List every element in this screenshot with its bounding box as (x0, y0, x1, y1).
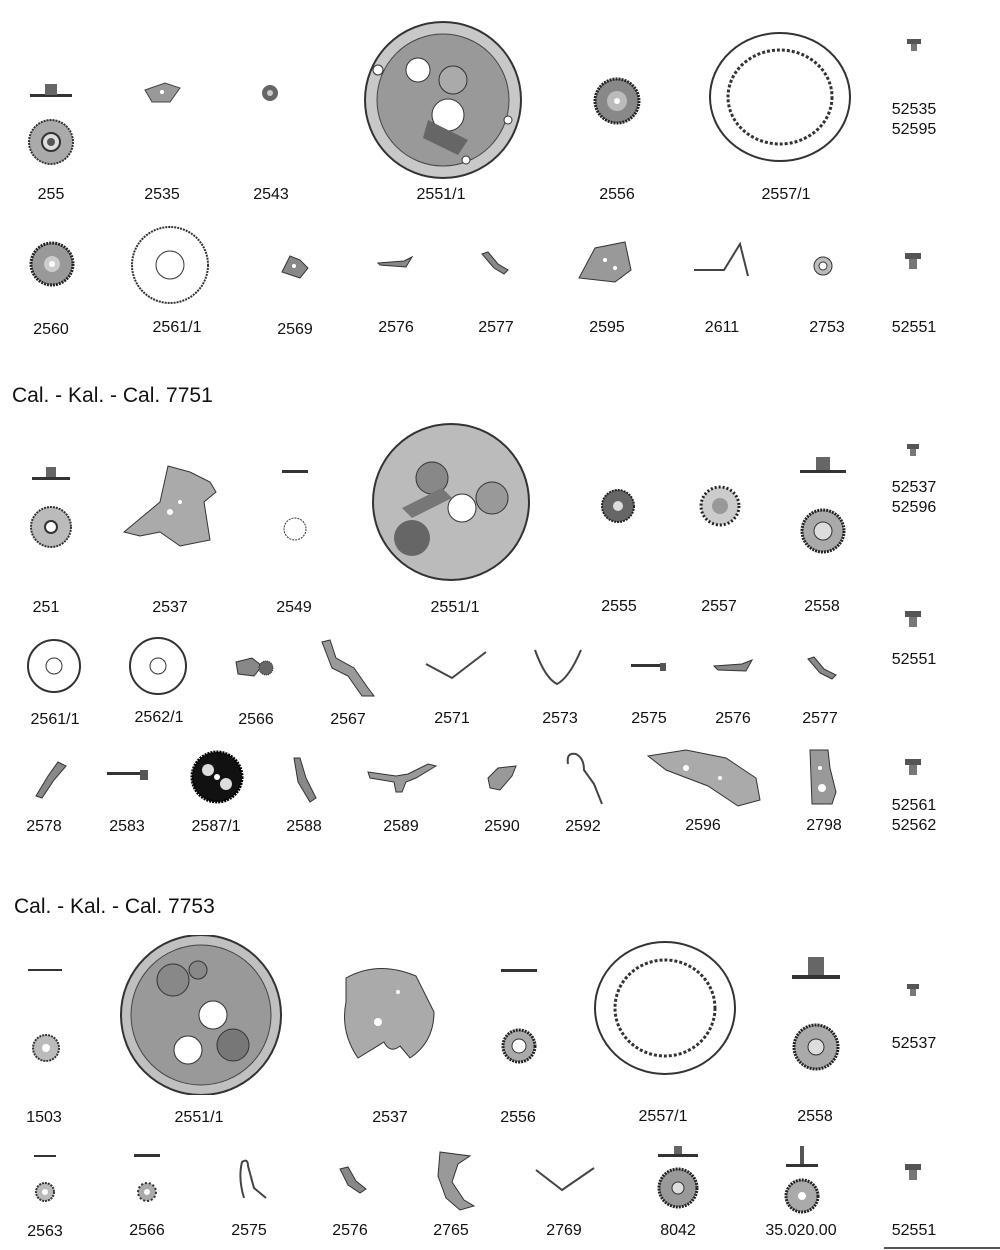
part-2537-bridge-image (120, 462, 220, 552)
part-2563-image (32, 1152, 58, 1204)
part-2537-bridge-image (338, 962, 438, 1062)
part-2596-bridge-image (646, 748, 762, 808)
part-label: 2537 (372, 1109, 408, 1126)
part-2562-1-month-disc-image (128, 636, 188, 696)
part-label: 2571 (434, 710, 470, 727)
part-2566-image (232, 652, 274, 682)
part-2583-image (106, 768, 150, 782)
part-2567-image (318, 638, 378, 700)
part-2556-image (497, 964, 541, 1064)
part-2557-1-date-ring-image (705, 30, 855, 165)
part-2587-1-moon-disc-image (190, 750, 244, 804)
part-label: 2543 (253, 186, 289, 203)
part-label: 2588 (286, 818, 322, 835)
part-label: 2765 (433, 1222, 469, 1239)
part-2556-image (592, 76, 642, 126)
part-label: 2589 (383, 818, 419, 835)
part-2549-image (280, 465, 310, 545)
part-label: 2611 (704, 319, 740, 336)
part-label: 2769 (546, 1222, 582, 1239)
part-2576-image (376, 255, 416, 269)
part-2557-image (698, 484, 742, 528)
part-2769-spring-image (534, 1164, 596, 1194)
part-label: 2566 (129, 1222, 165, 1239)
part-label-screw: 52551 (891, 1222, 937, 1239)
part-label: 2557 (701, 598, 737, 615)
part-label: 2556 (500, 1109, 536, 1126)
part-label: 2578 (26, 818, 62, 835)
part-label: 255 (37, 186, 65, 203)
section-title-7753: Cal. - Kal. - Cal. 7753 (14, 895, 215, 918)
part-label: 2561/1 (152, 319, 202, 336)
part-label: 2595 (589, 319, 625, 336)
part-2576-image (338, 1165, 368, 1195)
part-2573-spring-image (533, 648, 583, 688)
part-2551-1-mainplate-image (372, 418, 530, 586)
part-2577-image (806, 655, 840, 681)
part-2589-image (366, 762, 438, 794)
part-2765-image (430, 1150, 480, 1212)
part-label: 2577 (478, 319, 514, 336)
part-label: 2753 (809, 319, 845, 336)
part-251-image (28, 465, 74, 555)
part-2555-image (600, 488, 636, 524)
part-label: 2556 (599, 186, 635, 203)
part-2798-image (806, 748, 838, 806)
part-label: 2562/1 (134, 709, 184, 726)
part-52535-screw-image (906, 38, 922, 52)
part-label: 2583 (109, 818, 145, 835)
part-2558-image (790, 955, 842, 1071)
part-2535-image (140, 80, 190, 110)
bottom-divider (884, 1247, 1000, 1249)
part-label: 2573 (542, 710, 578, 727)
part-label: 2549 (276, 599, 312, 616)
part-label: 2798 (806, 817, 842, 834)
part-2561-1-day-disc-image (130, 225, 210, 305)
part-label: 2560 (33, 321, 69, 338)
part-label: 2575 (631, 710, 667, 727)
part-2575-spring-image (234, 1158, 268, 1200)
part-label: 2557/1 (638, 1108, 688, 1125)
part-2578-image (32, 760, 68, 800)
part-2551-1-mainplate-image (118, 935, 284, 1095)
part-2588-image (290, 756, 318, 804)
part-2551-1-mainplate-image (358, 20, 528, 180)
part-label: 2590 (484, 818, 520, 835)
part-label-screw: 52551 (891, 651, 937, 668)
part-label: 2576 (332, 1222, 368, 1239)
part-2595-image (575, 240, 635, 285)
part-label-screw: 52551 (891, 319, 937, 336)
part-label-screw: 52537 52596 (891, 479, 937, 516)
part-label: 2567 (330, 711, 366, 728)
part-2577-image (480, 250, 512, 276)
part-label: 2561/1 (30, 711, 80, 728)
part-label: 2596 (685, 817, 721, 834)
part-2557-1-date-ring-image (592, 938, 738, 1078)
part-2561-1-day-disc-image (26, 638, 82, 694)
part-2575-image (630, 660, 668, 672)
part-label: 2566 (238, 711, 274, 728)
part-label: 2575 (231, 1222, 267, 1239)
part-2558-image (798, 455, 848, 555)
part-label: 251 (32, 599, 60, 616)
part-2592-spring-image (562, 750, 604, 806)
part-label: 2551/1 (416, 186, 466, 203)
part-label: 2587/1 (191, 818, 241, 835)
part-52551-screw-image (904, 252, 922, 270)
part-label-screw: 52537 (891, 1035, 937, 1052)
part-label: 2576 (715, 710, 751, 727)
part-52561-screw-image (904, 758, 922, 776)
part-52537-screw-image (906, 443, 920, 457)
section-title-7751: Cal. - Kal. - Cal. 7751 (12, 384, 213, 407)
part-52537-screw-image (906, 983, 920, 997)
part-52551-screw-image (904, 610, 922, 628)
part-label: 2563 (27, 1223, 63, 1240)
part-2543-image (260, 83, 280, 103)
part-52551-screw-image (904, 1163, 922, 1181)
part-label: 2551/1 (174, 1109, 224, 1126)
part-label: 2558 (804, 598, 840, 615)
part-255-image (26, 80, 76, 170)
part-label: 2576 (378, 319, 414, 336)
part-2571-spring-image (424, 650, 488, 680)
part-2569-image (278, 250, 314, 282)
part-label: 2577 (802, 710, 838, 727)
part-8042-image (656, 1144, 700, 1210)
part-2566-image (132, 1150, 162, 1206)
part-1503-image (26, 962, 66, 1062)
part-label-screw: 52535 52595 (891, 101, 937, 138)
part-label: 2558 (797, 1108, 833, 1125)
part-label: 2569 (277, 321, 313, 338)
part-label: 2551/1 (430, 599, 480, 616)
part-2560-image (28, 240, 76, 288)
part-2753-image (812, 255, 834, 277)
part-label: 2537 (152, 599, 188, 616)
part-label: 35.020.00 (765, 1222, 837, 1239)
part-label: 2557/1 (761, 186, 811, 203)
part-label: 2592 (565, 818, 601, 835)
part-label: 1503 (26, 1109, 62, 1126)
part-label: 2555 (601, 598, 637, 615)
part-35-020-00-image (782, 1144, 822, 1214)
part-2576-image (712, 658, 756, 674)
part-label-screw: 52561 52562 (891, 797, 937, 834)
part-2611-spring-image (692, 240, 752, 280)
part-label: 8042 (660, 1222, 696, 1239)
part-label: 2535 (144, 186, 180, 203)
part-2590-image (486, 764, 520, 792)
